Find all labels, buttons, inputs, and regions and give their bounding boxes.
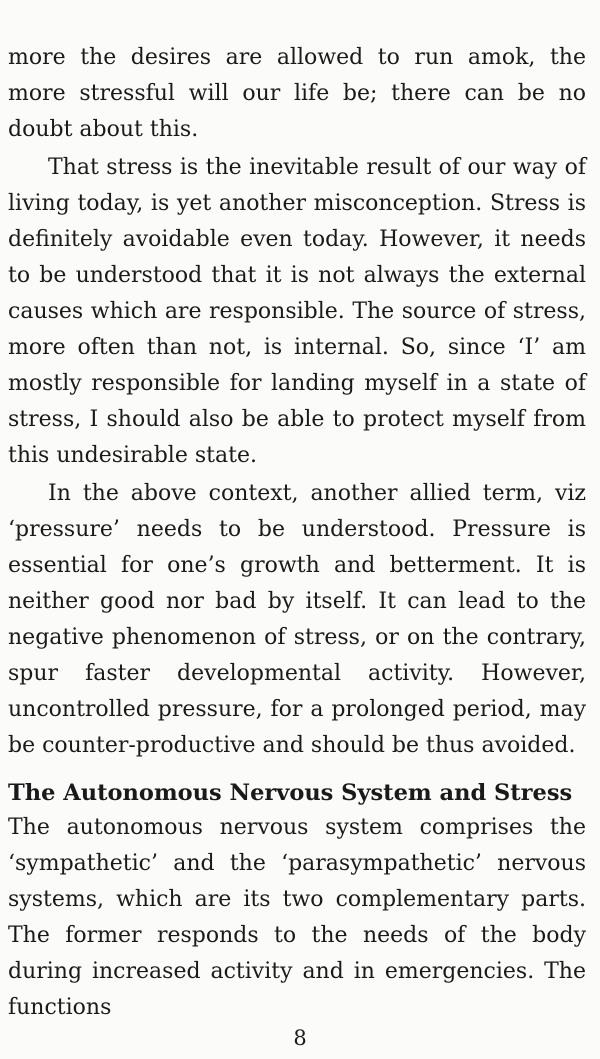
paragraph-stress-misconception: That stress is the inevitable result of our way of living today, is yet another misconception. Stress is definitely avoidable even today. However, it needs to be understood that it is not always the external causes which are responsible. The source of stress, more often than not, is internal. So, since ‘I’ am mostly responsible for landing myself in a state of stress, I should also be able to protect myself from this undesirable state. [8,155,586,468]
page-number: 8 [293,1026,307,1050]
paragraph-pressure: In the above context, another allied term, viz ‘pressure’ needs to be understood. Pressure is essential for one’s growth and betterment. It is neither good nor bad by itself. It can lead to the negative phenomenon of stress, or on the contrary, spur faster developmental activity. However, uncontrolled pressure, for a prolonged period, may be counter-productive and should be thus avoided. [8,481,586,758]
section-heading: The Autonomous Nervous System and Stress [8,780,573,806]
paragraph-autonomous-nervous-system: The autonomous nervous system comprises the ‘sympathetic’ and the ‘parasympathetic’ nervous systems, which are its two complementary parts. The former responds to the needs of the body during increased activity and in emergencies. The functions [8,815,586,1020]
paragraph-continued: more the desires are allowed to run amok, the more stressful will our life be; there can be no doubt about this. [8,45,586,142]
